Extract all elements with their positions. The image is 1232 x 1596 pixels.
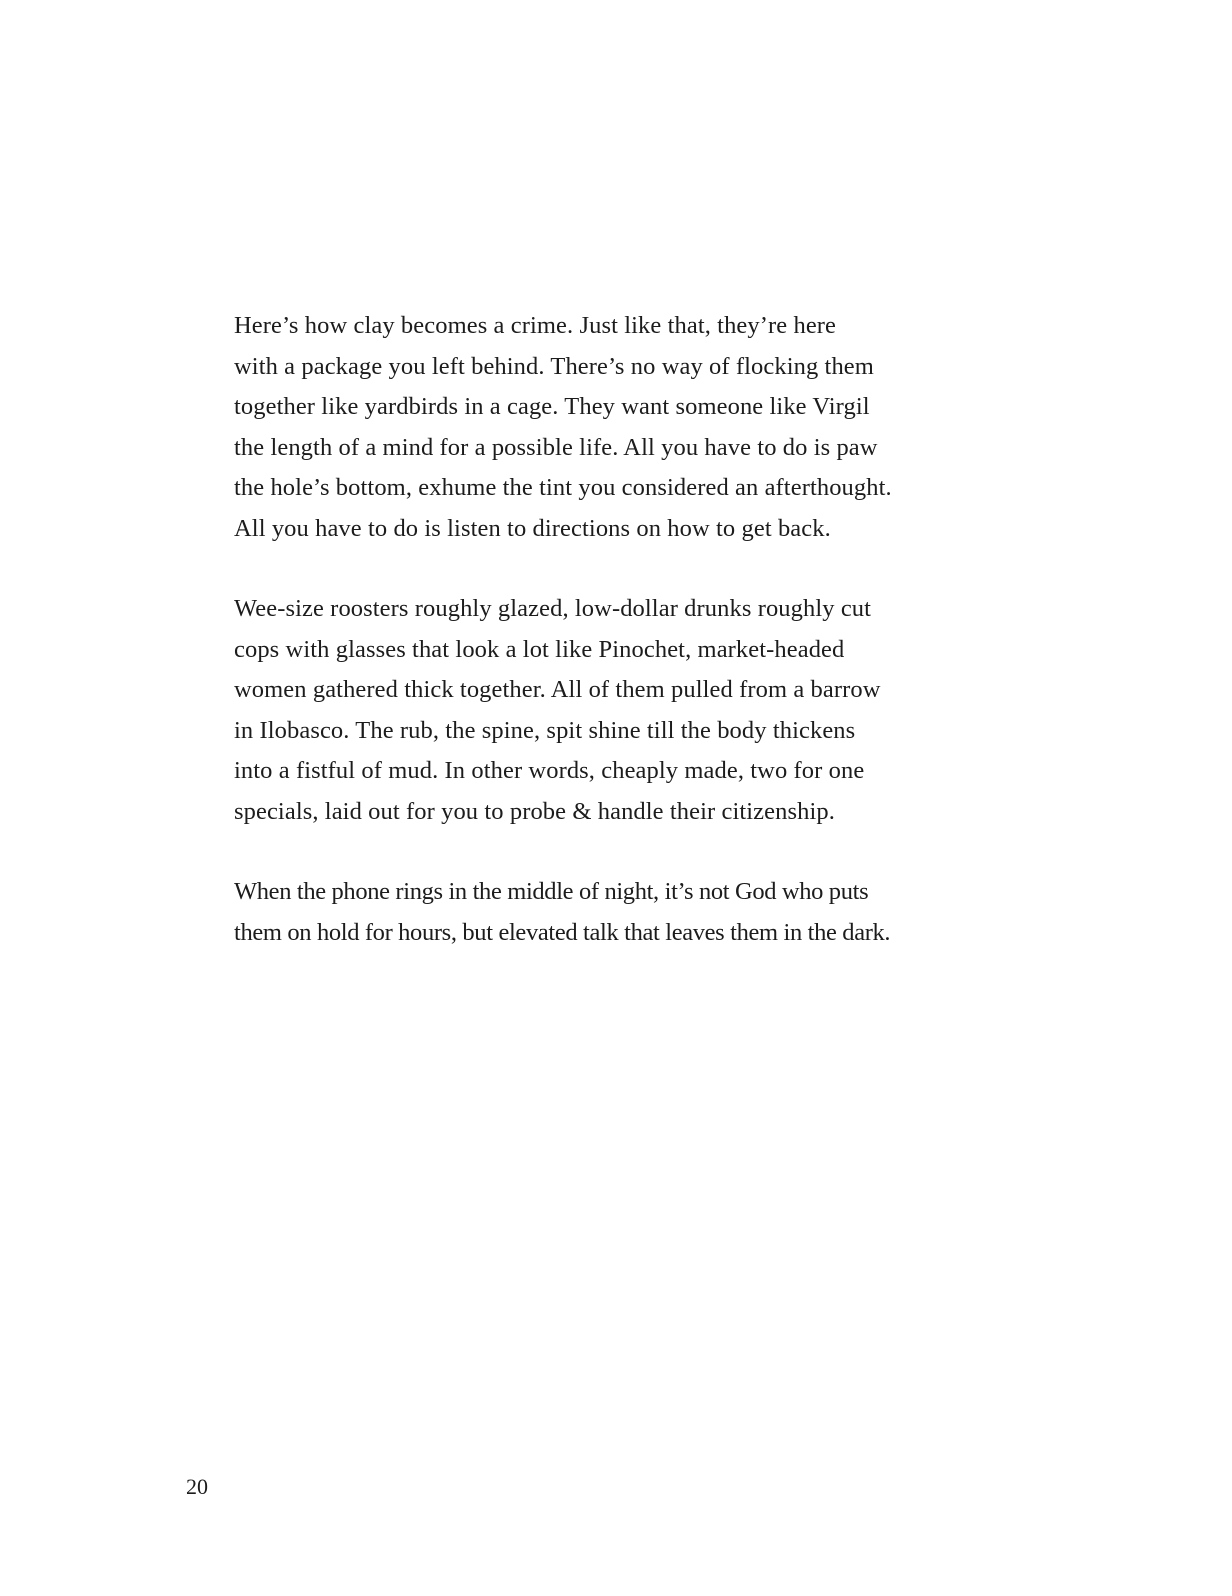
poem-line: All you have to do is listen to directions on how to get back. — [234, 514, 831, 542]
poem-line: specials, laid out for you to probe & handle their citizenship. — [234, 797, 835, 825]
poem-line: Here’s how clay becomes a crime. Just like that, they’re here — [234, 312, 837, 339]
page-number: 20 — [186, 1474, 208, 1499]
poem-line: cops with glasses that look a lot like Pinochet, market-headed — [234, 635, 845, 663]
poem-line: Wee-size roosters roughly glazed, low-dollar drunks roughly cut — [234, 595, 872, 622]
poem-line: into a fistful of mud. In other words, cheaply made, two for one — [234, 757, 865, 784]
poem-line: the hole’s bottom, exhume the tint you considered an afterthought. — [234, 474, 892, 501]
poem-stanza — [234, 872, 994, 953]
poem-body — [234, 306, 994, 953]
poem-line: them on hold for hours, but elevated talk that leaves them in the dark. — [234, 918, 891, 946]
poem-line: with a package you left behind. There’s no way of flocking them — [234, 352, 874, 380]
poem-line: the length of a mind for a possible life. All you have to do is paw — [234, 433, 878, 461]
poem-stanza — [234, 306, 994, 549]
poem-line: together like yardbirds in a cage. They want someone like Virgil — [234, 393, 870, 420]
poem-line: When the phone rings in the middle of night, it’s not God who puts — [234, 878, 869, 905]
poem-stanza — [234, 589, 994, 832]
poem-line: in Ilobasco. The rub, the spine, spit shine till the body thickens — [234, 716, 856, 744]
poem-line: women gathered thick together. All of them pulled from a barrow — [234, 676, 881, 703]
